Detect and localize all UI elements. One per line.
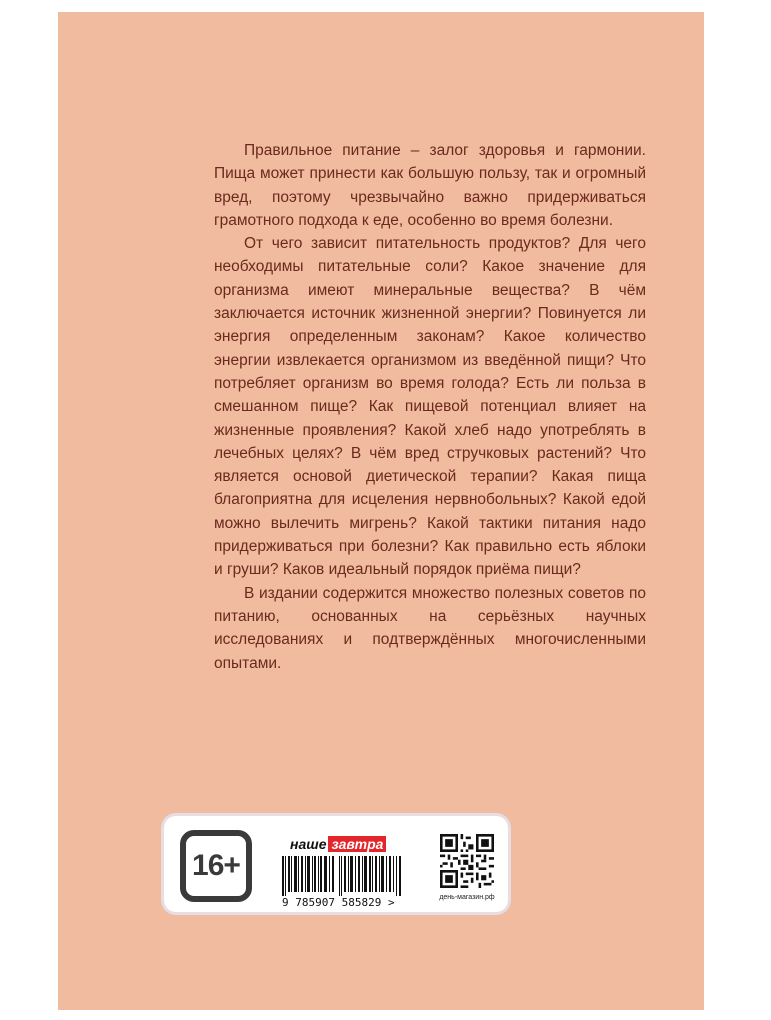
publisher-logo <box>290 836 386 852</box>
info-panel <box>164 816 508 912</box>
website-url: день-магазин.рф <box>439 894 495 901</box>
qr-code-icon <box>440 834 494 888</box>
barcode-icon <box>282 856 402 896</box>
paragraph-1: Правильное питание – залог здоровья и гармонии. Пища может принести как большую пользу, так и огромный вред, поэтому чрезвычайно важно придерживаться грамотного подхода к еде, особенно во время болезни. <box>214 142 646 229</box>
isbn-number: 9 785907 585829 > <box>282 896 395 909</box>
age-rating-badge: 16+ <box>180 830 252 902</box>
paragraph-2: От чего зависит питательность продуктов? Для чего необходимы питательные соли? Какое значение для организма имеют минеральные вещества? В чём заключается источник жизненной энергии? Повинуется ли энергия определенным законам? Какое количество энергии извлекается организмом из введённой пищи? Что потребляет организм во время голода? Есть ли польза в смешанном пище? Как пищевой потенциал влияет на жизненные проявления? Какой хлеб надо употреблять в лечебных целях? В чём вред стручковых растений? Что является основой диетической терапии? Какая пища благоприятна для исцеления нервнобольных? Какой едой можно вылечить мигрень? Какой тактики питания надо придерживаться при болезни? Как правильно есть яблоки и груши? Каков идеальный порядок приёма пищи? <box>214 235 646 579</box>
publisher-logo-part2: завтра <box>328 836 386 852</box>
paragraph-3: В издании содержится множество полезных советов по питанию, основанных на серьёзных научных исследованиях и подтверждённых многочисленными опытами. <box>214 584 646 672</box>
annotation-text <box>214 139 646 675</box>
publisher-logo-part1: наше <box>290 836 327 852</box>
